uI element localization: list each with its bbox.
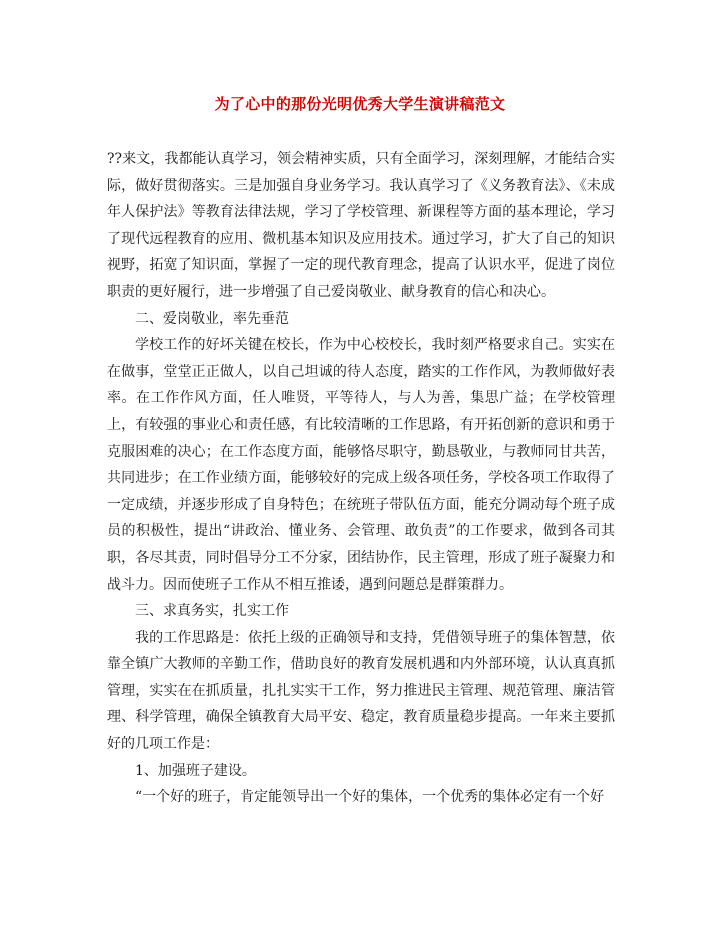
paragraph-section-2: 学校工作的好坏关键在校长，作为中心校校长，我时刻严格要求自己。实实在在做事，堂堂正正做人，以自己坦诚的待人态度，踏实的工作作风，为教师做好表率。在工作作风方面，任人唯贤，平等待人，与人为善，集思广益；在学校管理上，有较强的事业心和责任感，有比较清晰的工作思路，有开拓创新的意识和勇于克服困难的决心；在工作态度方面，能够恪尽职守，勤恳敬业，与教师同甘共苦，共同进步；在工作业绩方面，能够较好的完成上级各项任务，学校各项工作取得了一定成绩，并逐步形成了自身特色；在统班子带队伍方面，能充分调动每个班子成员的积极性，提出“讲政治、懂业务、会管理、敢负责”的工作要求，做到各司其职，各尽其责，同时倡导分工不分家，团结协作，民主管理，形成了班子凝聚力和战斗力。因而使班子工作从不相互推诿，遇到问题总是群策群力。	[107, 337, 615, 593]
document-title: 为了心中的那份光明优秀大学生演讲稿范文	[214, 95, 506, 113]
paragraph-section-3: 我的工作思路是：依托上级的正确领导和支持，凭借领导班子的集体智慧，依靠全镇广大教师的辛勤工作，借助良好的教育发展机遇和内外部环境，认认真真抓管理，实实在在抓质量，扎扎实实干工作，努力推进民主管理、规范管理、廉洁管理、科学管理，确保全镇教育大局平安、稳定，教育质量稳步提高。一年来主要抓好的几项工作是：	[107, 629, 615, 753]
paragraph-intro: ??来文，我都能认真学习，领会精神实质，只有全面学习，深刻理解，才能结合实际，做好贯彻落实。三是加强自身业务学习。我认真学习了《义务教育法》、《未成年人保护法》等教育法律法规，学习了学校管理、新课程等方面的基本理论，学习了现代远程教育的应用、微机基本知识及应用技术。通过学习，扩大了自己的知识视野，拓宽了知识面，掌握了一定的现代教育理念，提高了认识水平，促进了岗位职责的更好履行，进一步增强了自己爱岗敬业、献身教育的信心和决心。	[107, 151, 615, 300]
document-body	[107, 146, 615, 811]
subsection-heading-1: 1、加强班子建设。	[135, 762, 256, 779]
section-heading-3: 三、求真务实，扎实工作	[135, 603, 289, 620]
section-heading-2: 二、爱岗敬业，率先垂范	[135, 310, 289, 327]
paragraph-subsection-1: “一个好的班子，肯定能领导出一个好的集体，一个优秀的集体必定有一个好	[135, 789, 605, 806]
